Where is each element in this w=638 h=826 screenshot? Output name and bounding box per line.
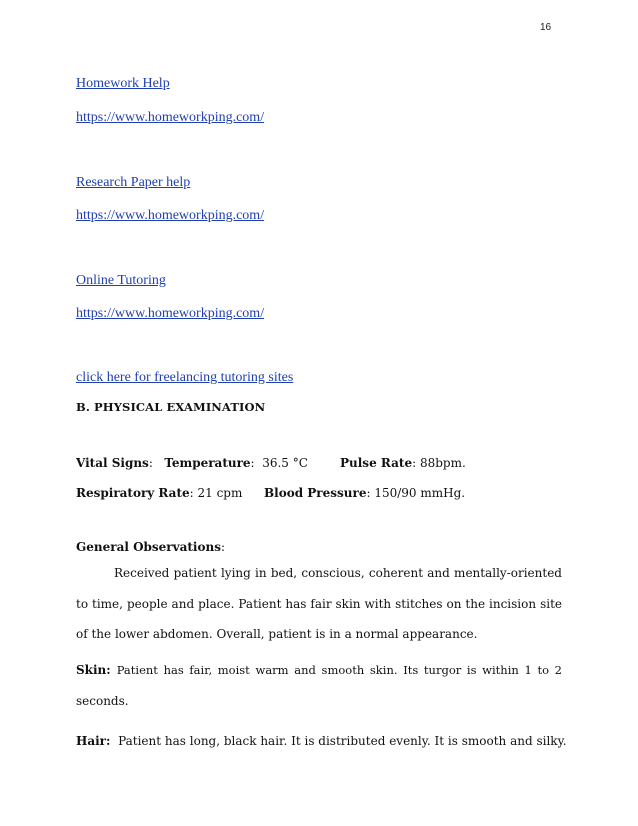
freelancing-tutoring-link[interactable]: click here for freelancing tutoring sites [76,370,294,385]
hair-label: Hair: [76,734,111,748]
blood-pressure-label: Blood Pressure [264,486,367,500]
colon-separator: : [366,486,375,500]
online-tutoring-url-link[interactable]: https://www.homeworkping.com/ [76,306,265,321]
pulse-rate-value: 88bpm. [419,456,466,470]
vital-signs-row-1 [76,456,308,470]
temperature-label: Temperature [164,456,251,470]
pulse-rate-label: Pulse Rate [340,456,413,470]
skin-label: Skin: [76,663,111,677]
colon-separator: : [148,456,165,470]
skin-text-line-2: seconds. [76,694,129,708]
online-tutoring-link[interactable]: Online Tutoring [76,273,166,288]
colon-separator: : [250,456,263,470]
general-observations-line-1: Received patient lying in bed, conscious, coherent and mentally-oriented [114,566,562,580]
hair-text: Patient has long, black hair. It is distributed evenly. It is smooth and silky. [118,734,567,748]
research-paper-url-link[interactable]: https://www.homeworkping.com/ [76,208,265,223]
general-observations-heading-row [76,540,225,554]
respiratory-rate-group [76,486,242,500]
colon-separator: : [220,540,226,554]
research-paper-help-link[interactable]: Research Paper help [76,175,191,190]
general-observations-line-2: to time, people and place. Patient has fair skin with stitches on the incision site [76,597,562,611]
page-number: 16 [540,22,552,33]
blood-pressure-value: 150/90 mmHg. [374,486,466,500]
colon-separator: : [189,486,198,500]
respiratory-rate-value: 21 cpm [197,486,243,500]
hair-row [76,734,567,748]
general-observations-heading: General Observations [76,540,221,554]
temperature-value: 36.5 °C [262,456,308,470]
blood-pressure-group [264,486,465,500]
pulse-rate-group [340,456,466,470]
respiratory-rate-label: Respiratory Rate [76,486,190,500]
colon-separator: : [412,456,420,470]
vital-signs-label: Vital Signs [76,456,149,470]
section-heading: B. PHYSICAL EXAMINATION [76,400,266,414]
skin-text-line-1: Patient has fair, moist warm and smooth skin. Its turgor is within 1 to 2 [116,663,562,677]
homework-help-url-link[interactable]: https://www.homeworkping.com/ [76,110,265,125]
homework-help-link[interactable]: Homework Help [76,76,170,91]
skin-row [76,663,562,677]
general-observations-line-3: of the lower abdomen. Overall, patient is in a normal appearance. [76,627,478,641]
